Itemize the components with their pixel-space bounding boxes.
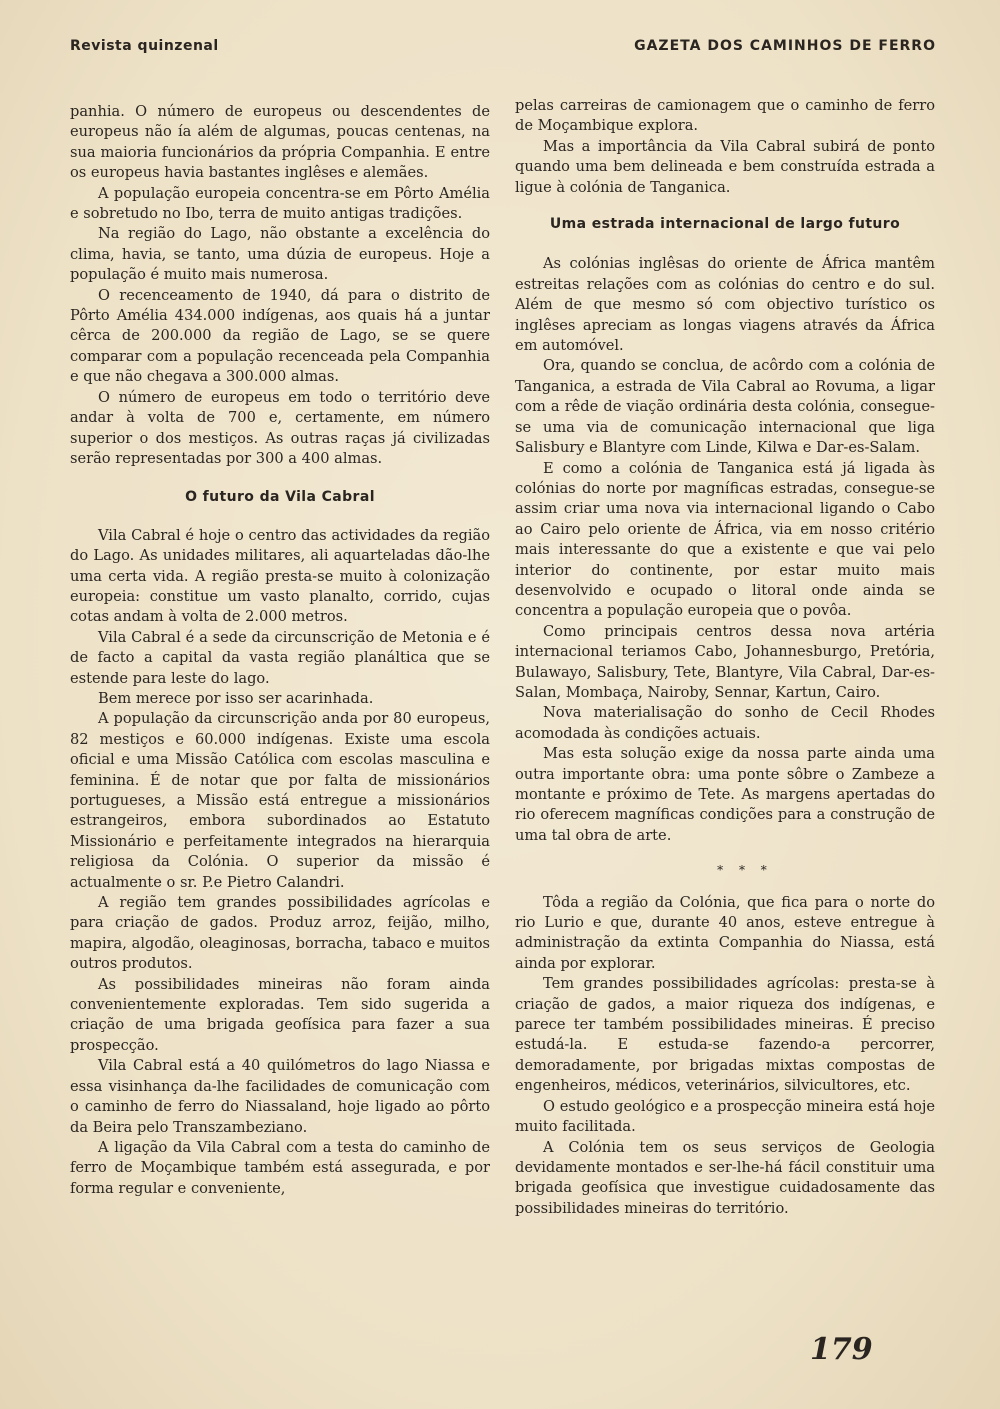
running-header-right: GAZETA DOS CAMINHOS DE FERRO bbox=[634, 38, 936, 54]
paragraph: Vila Cabral está a 40 quilómetros do lago Niassa e essa visinhança da-lhe facilidades de comunicação com o caminho de ferro do Niassaland, hoje ligado ao pôrto da Beira pelo Transzambeziano. bbox=[70, 1057, 490, 1136]
paragraph: A Colónia tem os seus serviços de Geologia devidamente montados e ser-lhe-há fácil constituir uma brigada geofísica que investigue cuidadosamente das possibilidades mineiras do território. bbox=[515, 1138, 935, 1217]
paragraph: O número de europeus em todo o território deve andar à volta de 700 e, certamente, em número superior o dos mestiços. As outras raças já civilizadas serão representadas por 300 a 400 almas. bbox=[70, 388, 490, 467]
paragraph: As possibilidades mineiras não foram ainda convenientemente exploradas. Tem sido sugerida a criação de uma brigada geofísica para fazer a sua prospecção. bbox=[70, 975, 490, 1054]
running-header-left: Revista quinzenal bbox=[70, 38, 219, 54]
right-column bbox=[515, 96, 935, 1219]
paragraph: Nova materialisação do sonho de Cecil Rhodes acomodada às condições actuais. bbox=[515, 704, 935, 742]
paragraph: Vila Cabral é a sede da circunscrição de Metonia e é de facto a capital da vasta região planáltica que se estende para leste do lago. bbox=[70, 628, 490, 687]
paragraph: A população da circunscrição anda por 80 europeus, 82 mestiços e 60.000 indígenas. Existe uma escola oficial e uma Missão Católica com escolas masculina e feminina. É de notar que por falta de missionários portugueses, a Missão está entregue a missionários estrangeiros, embora subordinados ao Estatuto Missionário e perfeitamente integrados na hierarquia religiosa da Colónia. O superior da missão é actualmente o sr. P.e Pietro Calandri. bbox=[70, 710, 490, 891]
left-column bbox=[70, 102, 490, 1199]
paragraph: As colónias inglêsas do oriente de África mantêm estreitas relações com as colónias do centro e do sul. Além de que mesmo só com objectivo turístico os inglêses apreciam as longas viagens através da África em automóvel. bbox=[515, 255, 935, 355]
section-heading: O futuro da Vila Cabral bbox=[185, 489, 375, 506]
paragraph: A ligação da Vila Cabral com a testa do caminho de ferro de Moçambique também está assegurada, e por forma regular e conveniente, bbox=[70, 1138, 490, 1197]
paragraph: Na região do Lago, não obstante a excelência do clima, havia, se tanto, uma dúzia de europeus. Hoje a população é muito mais numerosa. bbox=[70, 225, 490, 284]
paragraph: Bem merece por isso ser acarinhada. bbox=[98, 689, 374, 707]
paragraph: A região tem grandes possibilidades agrícolas e para criação de gados. Produz arroz, feijão, milho, mapira, algodão, oleaginosas, borracha, tabaco e muitos outros produtos. bbox=[70, 894, 490, 973]
paragraph: Mas esta solução exige da nossa parte ainda uma outra importante obra: uma ponte sôbre o Zambeze a montante e próximo de Tete. As margens apertadas do rio oferecem magníficas condições para a construção de uma tal obra de arte. bbox=[515, 745, 935, 844]
paragraph: O estudo geológico e a prospecção mineira está hoje muito facilitada. bbox=[515, 1097, 935, 1136]
section-heading: Uma estrada internacional de largo futuro bbox=[549, 216, 901, 233]
paragraph: Tem grandes possibilidades agrícolas: presta-se à criação de gados, a maior riqueza dos indígenas, e parece ter também possibilidades mineiras. É preciso estudá-la. E estuda-se fazendo-a percorrer, demoradamente, por brigadas mixtas compostas de engenheiros, médicos, veterinários, silvicultores, etc. bbox=[515, 975, 935, 1095]
paragraph: pelas carreiras de camionagem que o caminho de ferro de Moçambique explora. bbox=[515, 97, 935, 135]
paragraph: Ora, quando se conclua, de acôrdo com a colónia de Tanganica, a estrada de Vila Cabral ao Rovuma, a ligar com a rêde de viação ordinária desta colónia, consegue-se uma via de comunicação internacional que liga Salisbury e Blantyre com Linde, Kilwa e Dar-es-Salam. bbox=[515, 357, 935, 457]
paragraph: E como a colónia de Tanganica está já ligada às colónias do norte por magníficas estradas, consegue-se assim criar uma nova via internacional ligando o Cabo ao Cairo pelo oriente de África, via em nosso critério mais interessante do que a existente e que vai pelo interior do continente, por estar muito mais desenvolvido e ocupado o litoral onde ainda se concentra a população europeia que o povôa. bbox=[515, 459, 935, 620]
paragraph: Mas a importância da Vila Cabral subirá de ponto quando uma bem delineada e bem construída estrada a ligue à colónia de Tanganica. bbox=[515, 137, 935, 196]
page-number: 179 bbox=[810, 1332, 873, 1367]
section-divider: * * * bbox=[717, 863, 773, 878]
paragraph: Vila Cabral é hoje o centro das actividades da região do Lago. As unidades militares, ali aquarteladas dão-lhe uma certa vida. A região presta-se muito à colonização europeia: constitue um vasto planalto, corrido, cujas cotas andam à volta de 2.000 metros. bbox=[70, 526, 490, 626]
paragraph: panhia. O número de europeus ou descendentes de europeus não ía além de algumas, poucas centenas, na sua maioria funcionários da própria Companhia. E entre os europeus havia bastantes inglêses e alemães. bbox=[70, 103, 490, 182]
paragraph: Como principais centros dessa nova artéria internacional teriamos Cabo, Johannesburgo, Pretória, Bulawayo, Salisbury, Tete, Blantyre, Vila Cabral, Dar-es-Salan, Mombaça, Nairoby, Sennar, Kartun, Cairo. bbox=[515, 622, 935, 701]
paragraph: Tôda a região da Colónia, que fica para o norte do rio Lurio e que, durante 40 anos, esteve entregue à administração da extinta Companhia do Niassa, está ainda por explorar. bbox=[515, 893, 935, 972]
paragraph: O recenceamento de 1940, dá para o distrito de Pôrto Amélia 434.000 indígenas, aos quais há a juntar cêrca de 200.000 da região de Lago, se se quere comparar com a população recenceada pela Companhia e que não chegava a 300.000 almas. bbox=[70, 286, 490, 386]
paragraph: A população europeia concentra-se em Pôrto Amélia e sobretudo no Ibo, terra de muito antigas tradições. bbox=[70, 184, 490, 223]
